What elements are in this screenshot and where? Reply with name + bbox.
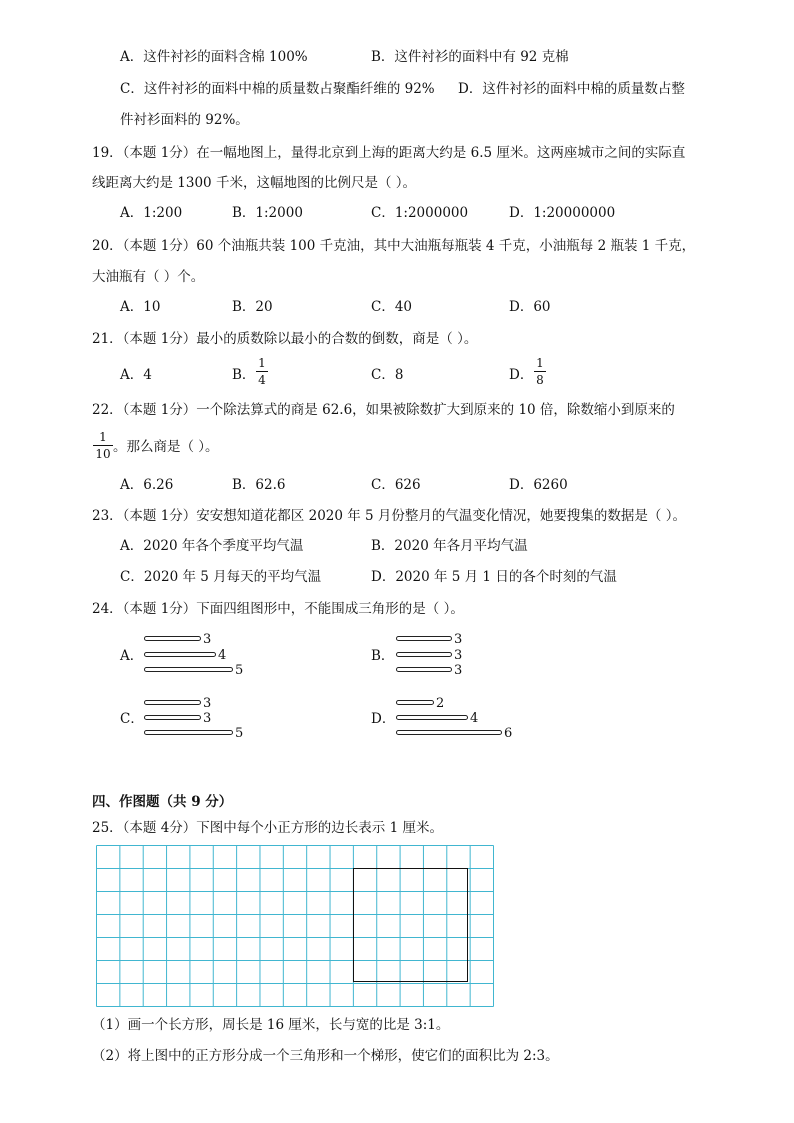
- stick-b-3-length: 3: [454, 663, 463, 678]
- stick-d-1-length: 2: [436, 696, 445, 711]
- stick-d-3: [396, 730, 502, 735]
- q24-option-a: A．: [120, 648, 144, 664]
- fraction-bar: [93, 445, 113, 446]
- q18-option-a: A．这件衬衫的面料含棉 100%: [120, 49, 308, 65]
- stick-c-1: [144, 700, 201, 705]
- stick-b-1-length: 3: [454, 632, 463, 647]
- q19-option-d: D．1:20000000: [509, 205, 616, 221]
- fraction-bar: [256, 371, 268, 372]
- q24-option-c: C．: [120, 711, 144, 727]
- q18-option-b: B．这件衬衫的面料中有 92 克棉: [371, 49, 569, 65]
- stick-b-2: [396, 652, 452, 657]
- q22-option-c: C．626: [371, 477, 421, 493]
- q22-fraction: [93, 430, 113, 461]
- q20-stem-line2: 大油瓶有（ ）个。: [92, 269, 205, 285]
- q21-option-a: A．4: [120, 367, 152, 383]
- q23-option-b: B．2020 年各月平均气温: [371, 538, 528, 554]
- given-square: [353, 868, 468, 982]
- q21-stem: 21．（本题 1分）最小的质数除以最小的合数的倒数，商是（ ）。: [92, 331, 478, 347]
- q20-option-d: D．60: [509, 299, 551, 315]
- q25-sub-question-1: （1）画一个长方形，周长是 16 厘米，长与宽的比是 3:1。: [92, 1017, 450, 1033]
- q20-option-c: C．40: [371, 299, 413, 315]
- stick-c-3-length: 5: [235, 726, 244, 741]
- fraction-denominator: 8: [536, 373, 544, 387]
- q19-option-c: C．1:2000000: [371, 205, 469, 221]
- q19-option-b: B．1:2000: [232, 205, 303, 221]
- q19-option-a: A．1:200: [120, 205, 183, 221]
- q24-option-b: B．: [371, 648, 395, 664]
- fraction-denominator: 10: [95, 447, 111, 461]
- q21-option-b-fraction: [256, 356, 268, 387]
- stick-d-2: [396, 715, 468, 720]
- stick-c-2-length: 3: [203, 711, 212, 726]
- q24-option-d: D．: [371, 711, 396, 727]
- stick-c-3: [144, 730, 233, 735]
- stick-a-3-length: 5: [235, 663, 244, 678]
- stick-c-1-length: 3: [203, 696, 212, 711]
- q21-option-c: C．8: [371, 367, 404, 383]
- fraction-numerator: 1: [536, 356, 544, 370]
- stick-d-3-length: 6: [504, 726, 513, 741]
- stick-d-2-length: 4: [470, 711, 479, 726]
- q18-option-d-cont: 件衬衫面料的 92%。: [120, 112, 249, 128]
- stick-d-1: [396, 700, 434, 705]
- q22-stem-line2: 。那么商是（ ）。: [113, 439, 219, 455]
- stick-b-2-length: 3: [454, 648, 463, 663]
- stick-a-2: [144, 652, 216, 657]
- q20-option-a: A．10: [120, 299, 161, 315]
- fraction-numerator: 1: [99, 430, 107, 444]
- stick-a-1-length: 3: [203, 632, 212, 647]
- q21-option-d-fraction: [534, 356, 546, 387]
- stick-b-3: [396, 667, 452, 672]
- stick-b-1: [396, 636, 452, 641]
- q25-stem: 25．（本题 4分）下图中每个小正方形的边长表示 1 厘米。: [92, 820, 443, 836]
- section-heading: 四、作图题（共 9 分）: [92, 794, 233, 810]
- stick-c-2: [144, 715, 201, 720]
- q19-stem-line1: 19．（本题 1分）在一幅地图上，量得北京到上海的距离大约是 6.5 厘米。这两座城市之间的实际直: [92, 145, 686, 161]
- q22-option-b: B．62.6: [232, 477, 286, 493]
- q19-stem-line2: 线距离大约是 1300 千米，这幅地图的比例尺是（ ）。: [92, 175, 416, 191]
- stick-a-3: [144, 667, 233, 672]
- q22-option-a: A．6.26: [120, 477, 174, 493]
- q21-option-d-label: D．: [509, 367, 534, 383]
- q23-option-a: A．2020 年各个季度平均气温: [120, 538, 304, 554]
- q18-option-c: C．这件衬衫的面料中棉的质量数占聚酯纤维的 92%: [120, 81, 435, 97]
- q24-stem: 24．（本题 1分）下面四组图形中，不能围成三角形的是（ ）。: [92, 601, 464, 617]
- q22-option-d: D．6260: [509, 477, 568, 493]
- fraction-numerator: 1: [258, 356, 266, 370]
- stick-a-1: [144, 636, 201, 641]
- q23-stem: 23．（本题 1分）安安想知道花都区 2020 年 5 月份整月的气温变化情况，她要搜集的数据是（ ）。: [92, 508, 686, 524]
- q20-stem-line1: 20．（本题 1分）60 个油瓶共装 100 千克油，其中大油瓶每瓶装 4 千克，小油瓶每 2 瓶装 1 千克，: [92, 238, 696, 254]
- fraction-bar: [534, 371, 546, 372]
- stick-a-2-length: 4: [218, 648, 227, 663]
- fraction-denominator: 4: [258, 373, 266, 387]
- q22-stem-line1: 22．（本题 1分）一个除法算式的商是 62.6，如果被除数扩大到原来的 10 倍，除数缩小到原来的: [92, 402, 675, 418]
- q20-option-b: B．20: [232, 299, 273, 315]
- q23-option-c: C．2020 年 5 月每天的平均气温: [120, 569, 322, 585]
- q18-option-d: D．这件衬衫的面料中棉的质量数占整: [458, 81, 685, 97]
- q23-option-d: D．2020 年 5 月 1 日的各个时刻的气温: [371, 569, 617, 585]
- q21-option-b-label: B．: [232, 367, 256, 383]
- q25-sub-question-2: （2）将上图中的正方形分成一个三角形和一个梯形，使它们的面积比为 2:3。: [92, 1048, 559, 1064]
